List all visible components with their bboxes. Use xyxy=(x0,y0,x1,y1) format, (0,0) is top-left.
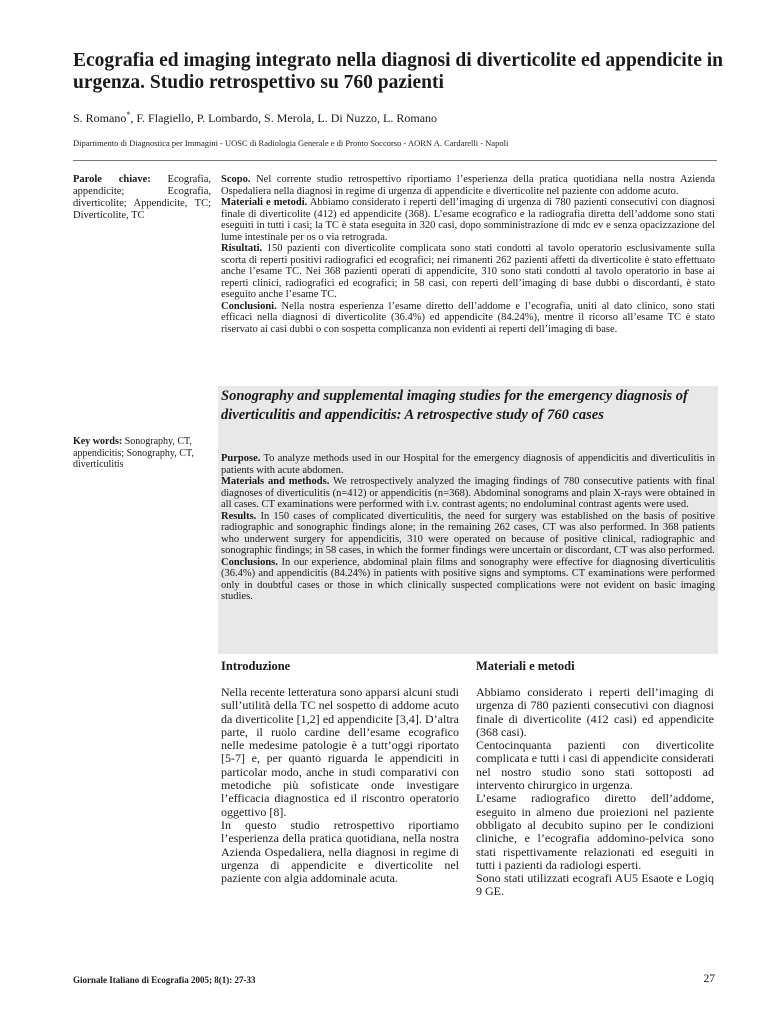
abstract-english-conclusions-text: In our experience, abdominal plain films and sonography were effective for diagnosing diverticulitis (36.4%) and appendicitis (84.24%) in patients with positive signs and symptoms. CT examinations were performed only in doubtful cases or those in which clinically suspected complications were not evident on basic imaging studies. xyxy=(221,556,715,602)
abstract-english-results-text: In 150 cases of complicated diverticulitis, the need for surgery was established on the basis of positive radiographic and sonographic findings alone; in the remaining 262 cases, CT was also performed. In 368 patients who underwent surgery for appendicitis, 310 were operated on because of positive clinical, radiographic and sonographic findings; in 58 cases, in which the former findings were uncertain or discordant, CT was also performed. xyxy=(221,510,715,556)
introduction-paragraph: In questo studio retrospettivo riportiamo l’esperienza della pratica quotidiana, nella nostra Azienda Ospedaliera, nella diagnosi in regime di urgenza di appendicite e diverticolite nel paziente con algia addominale acuta. xyxy=(221,817,459,886)
page-number: 27 xyxy=(703,973,715,985)
abstract-italian-methods-text: Abbiamo considerato i reperti dell’imaging di urgenza di 780 pazienti consecutivi con diagnosi finale di diverticolite (412) ed appendicite (368). L’esame ecografico e la radiografia diretta dell’addome sono stati eseguiti in tutti i casi; la TC è stata eseguita in 320 casi, dopo somministrazione di mdc ev e senza opacizzazione del lume intestinale per os o via retrograda. xyxy=(221,197,715,243)
article-title: Ecografia ed imaging integrato nella diagnosi di diverticolite ed appendicite in urgenza. Studio retrospettivo su 760 pazienti xyxy=(73,50,723,93)
corresponding-author-mark: * xyxy=(126,110,131,119)
abstract-italian-conclusions-text: Nella nostra esperienza l’esame diretto dell’addome e l’ecografia, uniti al dato clinico, sono stati efficaci nella diagnosi di diverticolite (36.4%) ed appendicite (84.24%), mentre il ricorso all’esame TC è stato riservato ai casi dubbi o con sospetta complicanza non evidenti ai reperti dell’imaging di base. xyxy=(221,300,715,335)
keywords-english-text: Sonography, CT, appendicitis; Sonography, CT, diverticulitis xyxy=(73,436,194,470)
keywords-italian-label: Parole chiave: xyxy=(73,174,151,185)
methods-column xyxy=(476,686,714,899)
abstract-english-purpose-text: To analyze methods used in our Hospital for the emergency diagnosis of appendicitis and diverticulitis in patients with acute abdomen. xyxy=(221,453,715,476)
abstract-english-methods-lead: Materials and methods. xyxy=(221,476,330,487)
abstract-italian xyxy=(221,174,715,335)
abstract-english-conclusions-lead: Conclusions. xyxy=(221,556,278,568)
abstract-italian-methods-lead: Materiali e metodi. xyxy=(221,197,308,208)
methods-paragraph: Centocinquanta pazienti con diverticolite complicata e tutti i casi di appendicite considerati nel nostro studio sono stati sottoposti ad intervento chirurgico in urgenza. xyxy=(476,738,714,793)
english-title: Sonography and supplemental imaging studies for the emergency diagnosis of diverticulitis and appendicitis: A retrospective study of 760 cases xyxy=(221,388,688,423)
abstract-italian-purpose xyxy=(221,174,715,197)
abstract-english-results-lead: Results. xyxy=(221,510,257,522)
introduction-column xyxy=(221,686,459,885)
journal-citation: Giornale Italiano di Ecografia 2005; 8(1): 27-33 xyxy=(73,975,256,985)
introduction-paragraph: Nella recente letteratura sono apparsi alcuni studi sull’utilità della TC nel sospetto di addome acuto da diverticolite [1,2] ed appendicite [3,4]. D’altra parte, il ruolo cardine dell’esame ecografico nelle medesime patologie è a tutt’oggi riportato [5-7] e, per quanto riguarda le appendiciti in particolar modo, anche in studi comparativi con metodiche più sofisticate onde investigare l’efficacia diagnostica ed il riscontro operatorio oggettivo [8]. xyxy=(221,685,459,819)
abstract-english xyxy=(221,453,715,603)
other-authors: , F. Flagiello, P. Lombardo, S. Merola, L. Di Nuzzo, L. Romano xyxy=(130,111,438,125)
author-list xyxy=(73,107,723,126)
abstract-italian-conclusions xyxy=(221,301,715,336)
keywords-english xyxy=(73,436,211,471)
keywords-english-label: Key words: xyxy=(73,436,123,447)
methods-paragraph: L’esame radiografico diretto dell’addome, eseguito in almeno due proiezioni nel paziente obbligato al decubito supino per le condizioni cliniche, e l’ecografia addomino-pelvica sono stati rispettivamente relazionati ed eseguiti in tutti i pazienti da radiologi esperti. xyxy=(476,791,714,872)
abstract-italian-purpose-lead: Scopo. xyxy=(221,174,251,185)
abstract-italian-results-lead: Risultati. xyxy=(221,243,263,254)
abstract-italian-conclusions-lead: Conclusioni. xyxy=(221,300,277,312)
methods-heading: Materiali e metodi xyxy=(476,659,575,673)
header-divider xyxy=(73,160,717,161)
abstract-english-conclusions xyxy=(221,557,715,603)
first-author: S. Romano xyxy=(73,111,127,125)
abstract-italian-methods xyxy=(221,197,715,243)
abstract-english-methods xyxy=(221,476,715,511)
methods-paragraph: Sono stati utilizzati ecografi AU5 Esaote e Logiq 9 GE. xyxy=(476,871,714,899)
abstract-italian-results-text: 150 pazienti con diverticolite complicata sono stati condotti al tavolo operatorio esclusivamente sulla scorta di reperti positivi radiografici ed ecografici; nei rimanenti 262 pazienti affetti da diverticolite è stato effettuato anche l’esame TC. Nei 368 pazienti operati di appendicite, 310 sono stati condotti al tavolo operatorio in base ai reperti clinici, radiografici ed ecografici; in 58 casi, con reperti dell’imaging di base dubbi o discordanti, è stato eseguito anche l’esame TC. xyxy=(221,243,715,300)
author-affiliation: Dipartimento di Diagnostica per Immagini - UOSC di Radiologia Generale e di Pronto Soccorso - AORN A. Cardarelli - Napoli xyxy=(73,138,509,148)
methods-paragraph: Abbiamo considerato i reperti dell’imaging di urgenza di 780 pazienti consecutivi con diagnosi finale di diverticolite (412 casi) ed appendicite (368 casi). xyxy=(476,685,714,739)
introduction-heading: Introduzione xyxy=(221,659,291,673)
abstract-english-purpose xyxy=(221,453,715,476)
abstract-english-methods-text: We retrospectively analyzed the imaging findings of 780 consecutive patients with final diagnoses of diverticulitis (n=412) or appendicitis (n=368). Abdominal sonograms and plain X-rays were obtained in all cases. CT examinations were performed with i.v. contrast agents; no endoluminal contrast agents were used. xyxy=(221,476,716,510)
abstract-english-purpose-lead: Purpose. xyxy=(221,453,261,464)
abstract-italian-results xyxy=(221,243,715,301)
abstract-english-results xyxy=(221,511,715,557)
abstract-italian-purpose-text: Nel corrente studio retrospettivo riportiamo l’esperienza della pratica quotidiana nella nostra Azienda Ospedaliera nella diagnosi in regime di urgenza di appendicite e diverticolite nel paziente con addome acuto. xyxy=(221,174,715,197)
keywords-italian xyxy=(73,174,211,222)
keywords-italian-text: Ecografia, appendicite; Ecografia, diverticolite; Appendicite, TC; Diverticolite, TC xyxy=(73,174,211,221)
